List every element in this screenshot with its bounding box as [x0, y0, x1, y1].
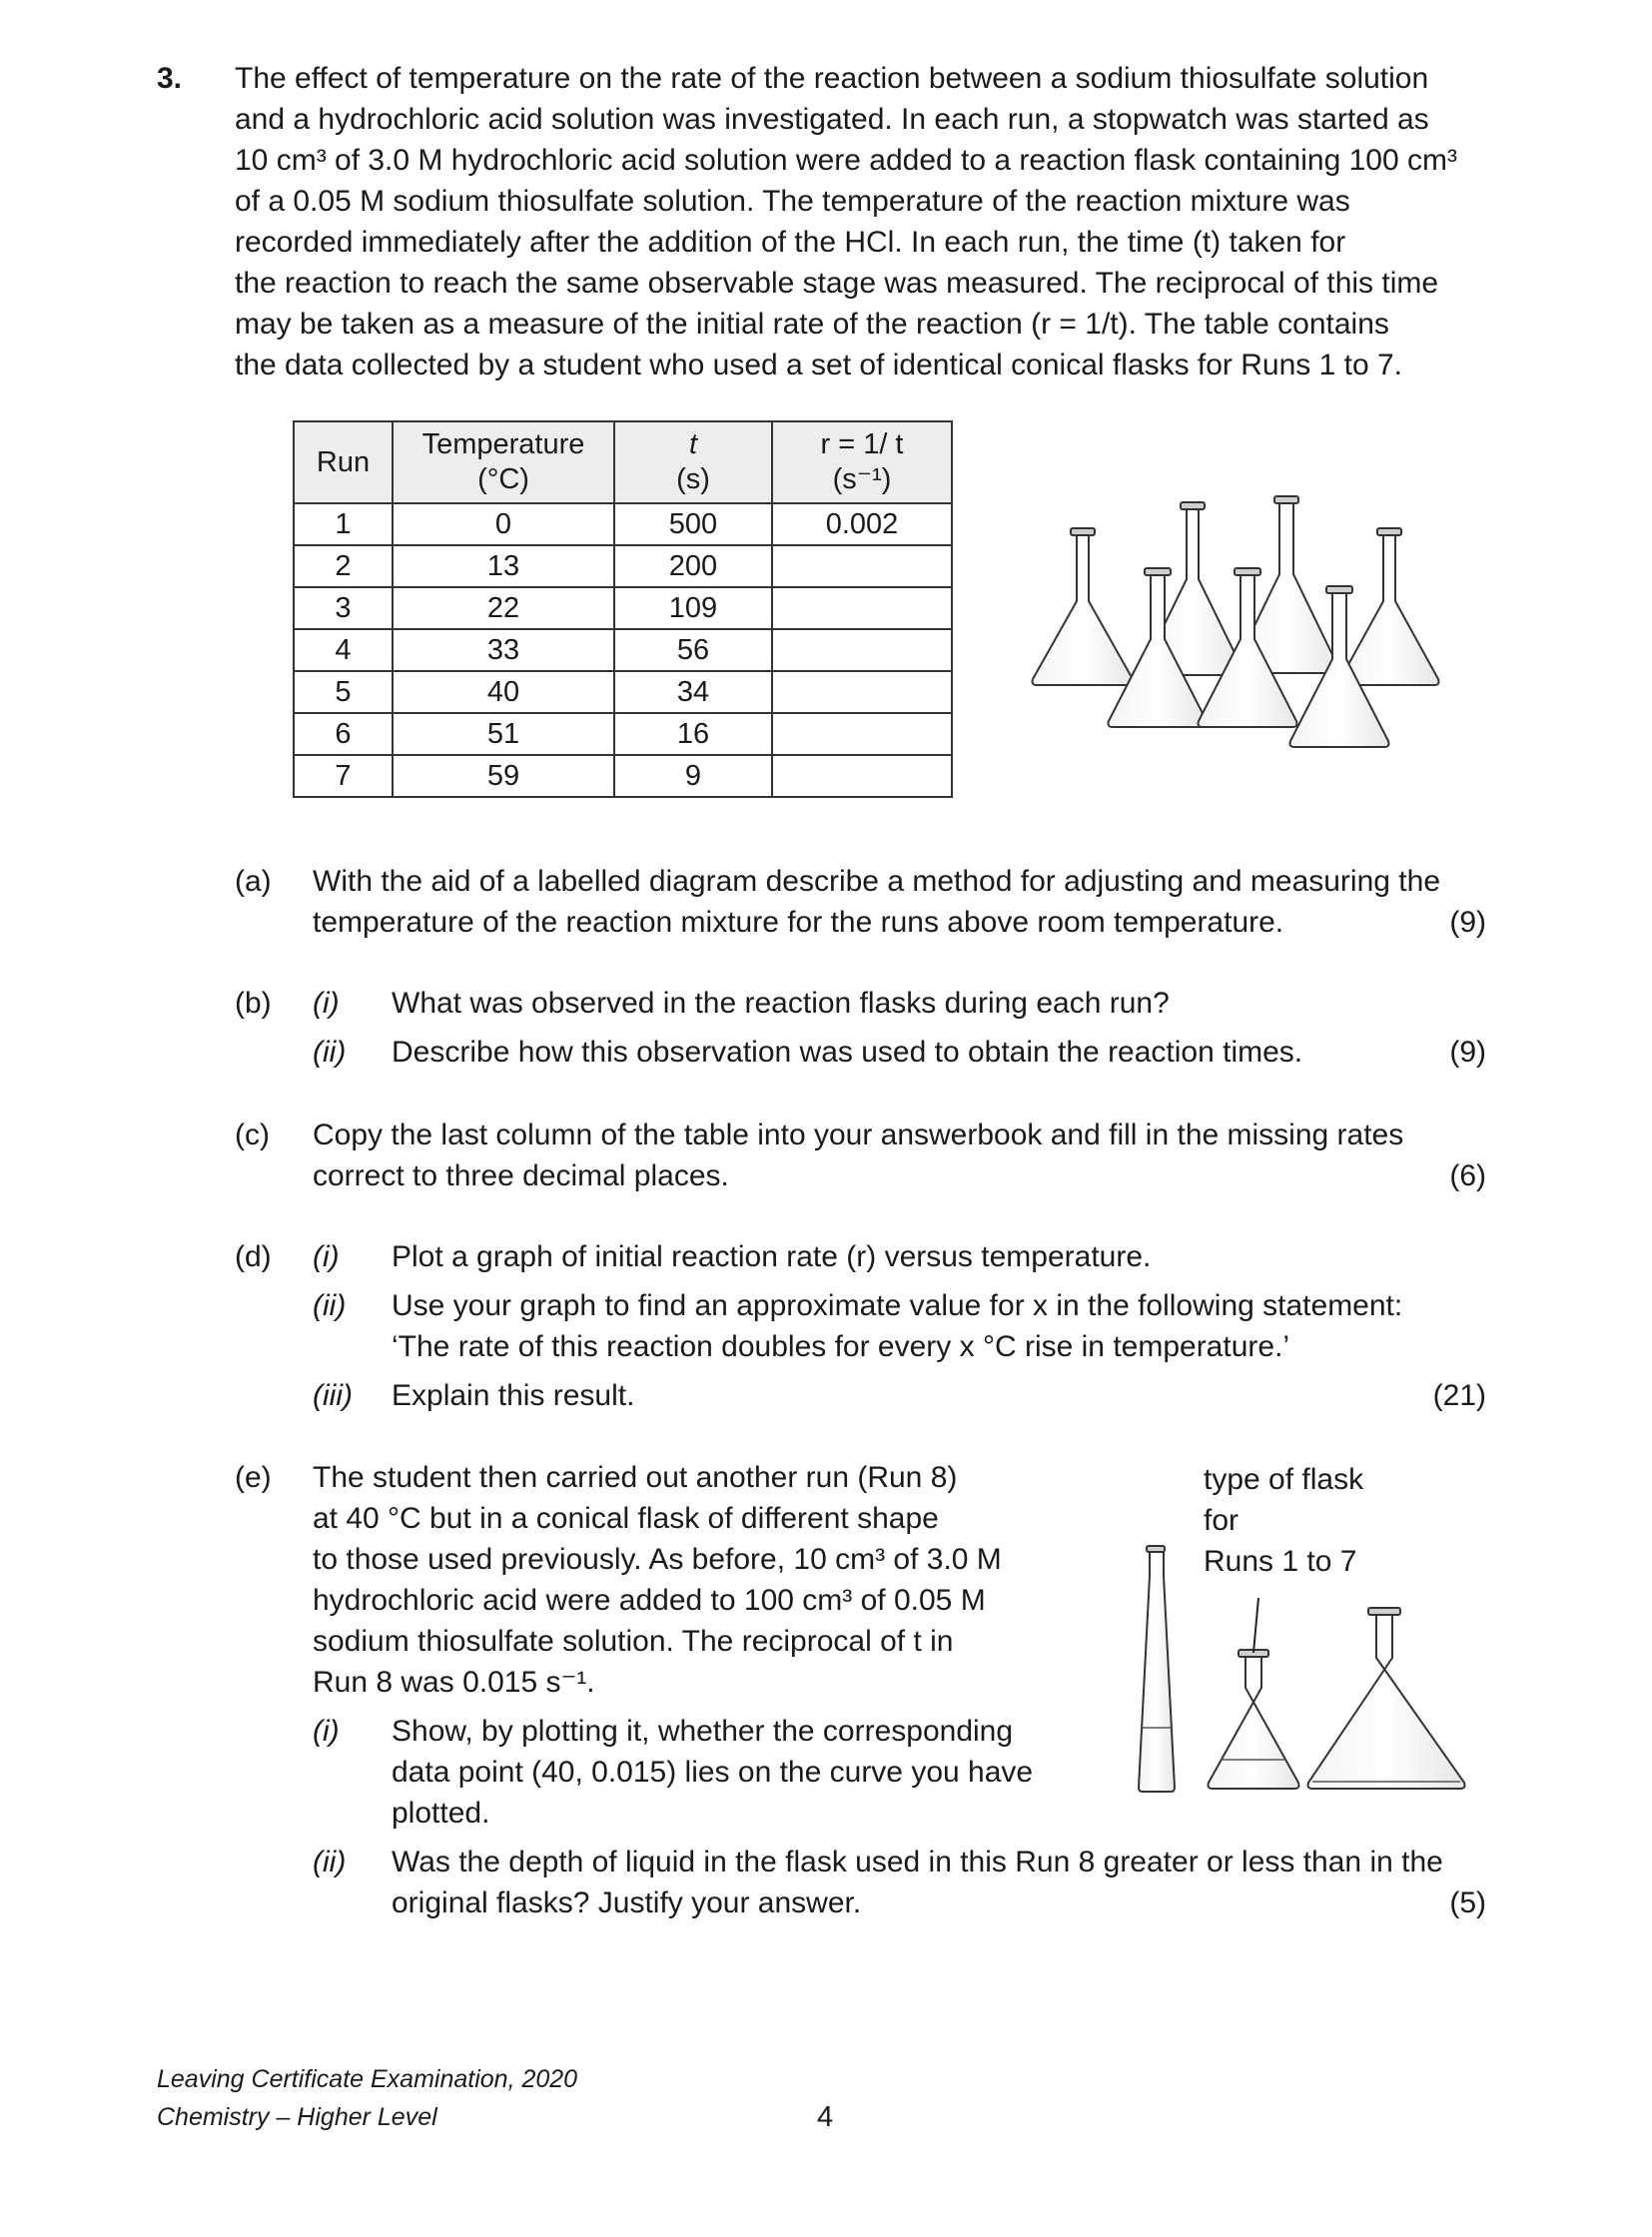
part-d-ii-text-1: Use your graph to find an approximate value for x in the following statement:: [392, 1289, 1403, 1322]
footer-subject: Chemistry – Higher Level: [157, 2103, 437, 2131]
part-c-marks: (6): [1449, 1159, 1486, 1192]
part-e-line-3: to those used previously. As before, 10 cm³ of 3.0 M: [313, 1543, 1002, 1576]
cell-temp: 22: [393, 587, 614, 629]
flask-label-line-2: for: [1204, 1504, 1239, 1537]
cell-rate: [772, 545, 952, 587]
part-d-marks: (21): [1432, 1379, 1486, 1412]
part-c-line-2: correct to three decimal places.: [313, 1159, 729, 1192]
header-temperature-label: Temperature: [421, 428, 585, 460]
part-d-i-label: (i): [313, 1240, 340, 1273]
header-run: Run: [294, 421, 393, 503]
part-d-ii-label: (ii): [313, 1289, 347, 1322]
cell-time: 34: [614, 671, 772, 713]
question-intro: [235, 58, 1533, 385]
part-c-line-1: Copy the last column of the table into your answerbook and fill in the missing rates: [313, 1118, 1404, 1151]
part-e-i-line-1: Show, by plotting it, whether the corresponding: [392, 1715, 1014, 1748]
flask-shapes-illustration: [1109, 1538, 1478, 1798]
part-d-i-text: Plot a graph of initial reaction rate (r) versus temperature.: [392, 1240, 1152, 1273]
cell-run: 5: [294, 671, 393, 713]
cell-time: 16: [614, 713, 772, 755]
cell-run: 1: [294, 503, 393, 545]
header-rate-unit: (s⁻¹): [832, 463, 892, 495]
part-e-label: (e): [235, 1461, 272, 1494]
part-e-line-1: The student then carried out another run (Run 8): [313, 1461, 958, 1494]
part-d-ii-text-2: ‘The rate of this reaction doubles for every x °C rise in temperature.’: [392, 1330, 1290, 1363]
cell-temp: 13: [393, 545, 614, 587]
page-number: 4: [817, 2101, 834, 2133]
cell-time: 9: [614, 755, 772, 797]
part-b-i-label: (i): [313, 987, 340, 1020]
intro-line-3: 10 cm³ of 3.0 M hydrochloric acid solution were added to a reaction flask containing 100 cm³: [235, 144, 1457, 177]
part-e-i-line-3: plotted.: [392, 1797, 490, 1830]
intro-line-1: The effect of temperature on the rate of the reaction between a sodium thiosulfate solution: [235, 62, 1429, 95]
conical-flasks-illustration: [1029, 489, 1448, 759]
data-table: [293, 420, 953, 798]
label-pointer-line: [1253, 1598, 1258, 1653]
tall-narrow-flask: [1139, 1546, 1175, 1792]
cell-temp: 33: [393, 629, 614, 671]
table-row: [294, 545, 952, 587]
flask-back-5: [1340, 535, 1439, 685]
cell-rate: [772, 671, 952, 713]
part-a-marks: (9): [1449, 906, 1486, 939]
table-row: [294, 713, 952, 755]
part-b-ii-text: Describe how this observation was used to obtain the reaction times.: [392, 1036, 1303, 1069]
cell-temp: 59: [393, 755, 614, 797]
cell-run: 4: [294, 629, 393, 671]
cell-rate: [772, 587, 952, 629]
part-b-ii-label: (ii): [313, 1036, 347, 1069]
header-time-unit: (s): [676, 463, 710, 495]
part-e-ii-label: (ii): [313, 1846, 347, 1878]
intro-line-8: the data collected by a student who used a set of identical conical flasks for Runs 1 to 7.: [235, 349, 1403, 381]
cell-rate: [772, 713, 952, 755]
footer-exam-title: Leaving Certificate Examination, 2020: [157, 2065, 578, 2093]
cell-run: 7: [294, 755, 393, 797]
part-a-line-1: With the aid of a labelled diagram describe a method for adjusting and measuring the: [313, 865, 1440, 898]
part-e-line-2: at 40 °C but in a conical flask of different shape: [313, 1502, 939, 1535]
part-e-line-4: hydrochloric acid were added to 100 cm³ of 0.05 M: [313, 1584, 986, 1617]
question-number: 3.: [157, 62, 183, 95]
cell-rate: [772, 629, 952, 671]
part-b-i-text: What was observed in the reaction flasks during each run?: [392, 987, 1170, 1020]
part-e-line-6: Run 8 was 0.015 s⁻¹.: [313, 1666, 595, 1699]
cell-temp: 40: [393, 671, 614, 713]
flask-label-line-3: Runs 1 to 7: [1204, 1545, 1357, 1578]
table-header-row: [294, 421, 952, 503]
table-row: [294, 629, 952, 671]
cell-time: 500: [614, 503, 772, 545]
part-b-label: (b): [235, 987, 272, 1020]
wide-conical-flask: [1308, 1608, 1465, 1789]
flask-label-line-1: type of flask: [1204, 1463, 1364, 1496]
cell-temp: 51: [393, 713, 614, 755]
cell-time: 56: [614, 629, 772, 671]
part-c-label: (c): [235, 1118, 270, 1151]
part-b-marks: (9): [1449, 1036, 1486, 1069]
header-temperature: [393, 421, 614, 503]
header-temperature-unit: (°C): [477, 463, 529, 495]
part-e-ii-text-2: original flasks? Justify your answer.: [392, 1886, 862, 1919]
cell-rate: [772, 755, 952, 797]
part-e-line-5: sodium thiosulfate solution. The reciprocal of t in: [313, 1625, 954, 1658]
flask-back-1: [1033, 535, 1134, 685]
part-d-iii-text: Explain this result.: [392, 1379, 635, 1412]
header-rate: [772, 421, 952, 503]
header-time-label: t: [688, 428, 698, 460]
cell-time: 109: [614, 587, 772, 629]
part-d-iii-label: (iii): [313, 1379, 353, 1412]
table-row: [294, 671, 952, 713]
part-e-ii-text-1: Was the depth of liquid in the flask used in this Run 8 greater or less than in the: [392, 1846, 1443, 1878]
original-conical-flask: [1209, 1650, 1299, 1789]
part-a-label: (a): [235, 865, 272, 898]
intro-line-5: recorded immediately after the addition of the HCl. In each run, the time (t) taken for: [235, 226, 1346, 259]
part-e-i-label: (i): [313, 1715, 340, 1748]
part-a-line-2: temperature of the reaction mixture for the runs above room temperature.: [313, 906, 1284, 939]
intro-line-6: the reaction to reach the same observable stage was measured. The reciprocal of this time: [235, 267, 1439, 300]
table-row: [294, 755, 952, 797]
cell-run: 2: [294, 545, 393, 587]
cell-temp: 0: [393, 503, 614, 545]
part-d-label: (d): [235, 1240, 272, 1273]
cell-time: 200: [614, 545, 772, 587]
part-e-i-line-2: data point (40, 0.015) lies on the curve you have: [392, 1756, 1034, 1789]
intro-line-2: and a hydrochloric acid solution was investigated. In each run, a stopwatch was started as: [235, 103, 1429, 136]
table-row: [294, 503, 952, 545]
cell-run: 6: [294, 713, 393, 755]
cell-rate: 0.002: [772, 503, 952, 545]
header-time: [614, 421, 772, 503]
intro-line-4: of a 0.05 M sodium thiosulfate solution. The temperature of the reaction mixture was: [235, 185, 1350, 218]
intro-line-7: may be taken as a measure of the initial rate of the reaction (r = 1/t). The table contains: [235, 308, 1389, 341]
table-row: [294, 587, 952, 629]
header-rate-label: r = 1/ t: [820, 428, 904, 460]
part-e-marks: (5): [1449, 1886, 1486, 1919]
cell-run: 3: [294, 587, 393, 629]
